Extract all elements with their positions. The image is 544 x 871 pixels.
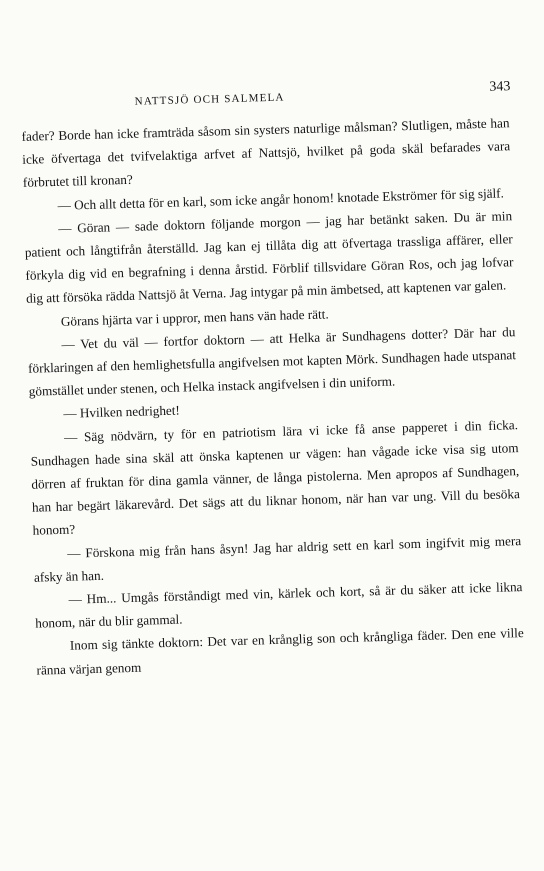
paragraph: — Och allt detta för en karl, som icke angår honom! knotade Ekströmer för sig själf. <box>57 185 505 213</box>
paragraph: — Vet du väl — fortfor doktorn — att Helka är Sundhagens dotter? Där har du förklaringen af den hemlighetsfulla angifvelsen mot kapten Mörk. Sundhagen hade utspanat gömstället under stenen, och Helka instack angifvelsen i din uniform. <box>27 323 517 400</box>
paragraph: — Hvilken nedrighet! <box>63 403 181 422</box>
paragraph: — Förskona mig från hans åsyn! Jag har aldrig sett en karl som ingifvit mig mera afsky än han. <box>33 532 522 585</box>
running-title: NATTSJÖ OCH SALMELA <box>134 91 285 108</box>
running-head <box>14 79 514 117</box>
paragraph: Görans hjärta var i uppror, men hans vän hade rätt. <box>60 306 329 329</box>
paragraph: — Säg nödvärn, ty för en patriotism lära vi icke få anse papperet i din ficka. Sundhagen hade sina skäl att önska kaptenen ur vägen: han vågade icke visa sig utom dörren af fruktan för dina gamla vänner, de långa pistolerna. Men apropos af Sundhagen, han har begärt läkarevård. Det sägs att du liknar honom, när han var ung. Vill du besöka honom? <box>30 416 521 539</box>
page-number: 343 <box>489 79 511 95</box>
text-body <box>21 111 524 681</box>
paragraph: — Hm... Umgås förståndigt med vin, kärlek och kort, så är du säker att icke likna honom, när du blir gammal. <box>35 579 523 631</box>
paragraph: — Göran — sade doktorn följande morgon — jag har betänkt saken. Du är min patient och långtifrån återställd. Jag kan ej tillåta dig att öfvertaga trassliga affärer, eller förkyla dig vid en begrafning i denna årstid. Förblif tillsvidare Göran Ros, och jag lofvar dig att försöka rädda Nattsjö åt Verna. Jag intygar på min ämbetsed, att kaptenen var galen. <box>24 208 514 307</box>
paragraph: Inom sig tänkte doktorn: Det var en krånglig son och krångliga fäder. Den ene ville ränna värjan genom <box>36 625 524 678</box>
paragraph: fader? Borde han icke framträda såsom sin systers naturlige målsman? Slutligen, måste han icke öfvertaga det tvifvelaktiga arfvet af Nattsjö, hvilket på goda skäl befarades vara förbrutet till kronan? <box>21 115 511 191</box>
